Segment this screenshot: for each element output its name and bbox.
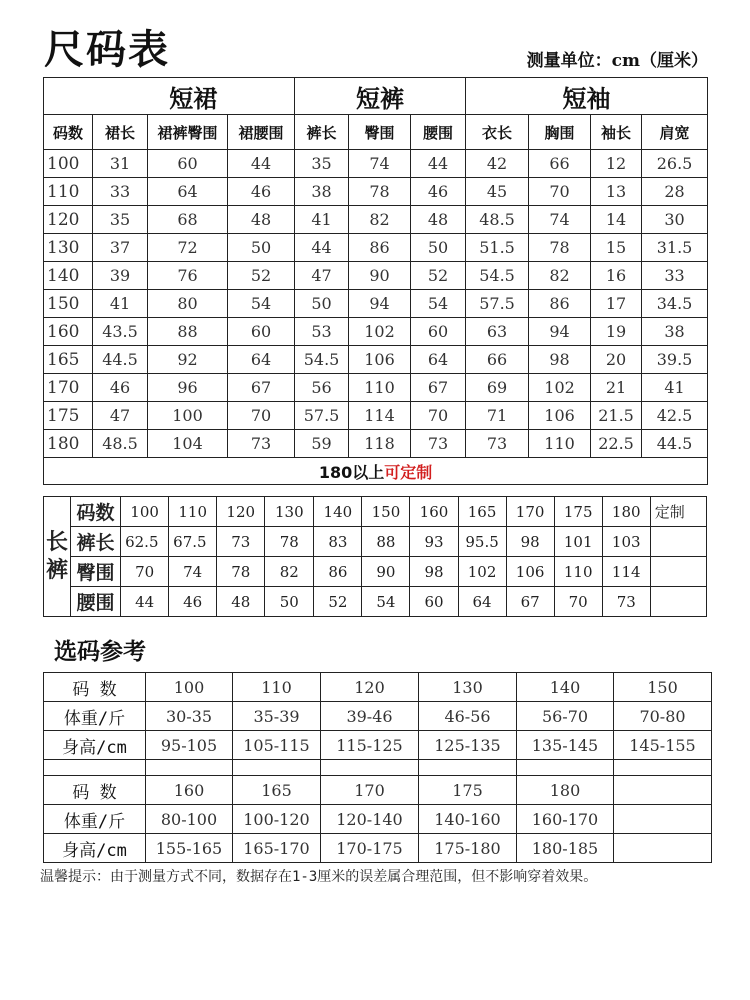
value-cell: 175-180 [419, 834, 517, 863]
value-cell: 165 [233, 776, 321, 805]
value-cell: 44 [228, 150, 295, 178]
value-cell: 70 [554, 587, 602, 617]
value-cell: 100 [121, 497, 169, 527]
value-cell: 44 [121, 587, 169, 617]
value-cell: 103 [602, 527, 650, 557]
value-cell: 90 [362, 557, 410, 587]
group-header: 短裤 [295, 78, 466, 115]
value-cell: 118 [349, 430, 411, 458]
reference-title: 选码参考 [54, 639, 146, 665]
table-row [44, 805, 712, 834]
value-cell: 42.5 [642, 402, 708, 430]
page-title: 尺码表 [44, 27, 170, 73]
value-cell: 39.5 [642, 346, 708, 374]
value-cell: 140 [314, 497, 362, 527]
value-cell: 64 [411, 346, 466, 374]
value-cell: 54 [362, 587, 410, 617]
value-cell: 130 [265, 497, 314, 527]
value-cell: 57.5 [466, 290, 529, 318]
value-cell: 33 [642, 262, 708, 290]
column-header: 裙腰围 [228, 115, 295, 150]
group-corner-cell [44, 78, 93, 115]
pants-side-char: 裤 [46, 557, 69, 583]
value-cell: 98 [506, 527, 554, 557]
reference-table [43, 672, 712, 863]
value-cell: 160-170 [517, 805, 614, 834]
size-table [43, 77, 708, 485]
value-cell: 98 [529, 346, 591, 374]
row-label: 裤长 [71, 527, 121, 557]
row-label: 体重/斤 [44, 805, 146, 834]
value-cell: 35-39 [233, 702, 321, 731]
value-cell: 92 [148, 346, 228, 374]
table-row [44, 262, 708, 290]
value-cell: 33 [93, 178, 148, 206]
table-row [44, 346, 708, 374]
value-cell [614, 805, 712, 834]
value-cell: 67.5 [169, 527, 217, 557]
value-cell: 63 [466, 318, 529, 346]
value-cell [650, 587, 706, 617]
value-cell: 125-135 [419, 731, 517, 760]
value-cell: 21.5 [591, 402, 642, 430]
value-cell: 74 [529, 206, 591, 234]
value-cell: 48 [411, 206, 466, 234]
value-cell: 60 [148, 150, 228, 178]
value-cell: 73 [466, 430, 529, 458]
value-cell: 110 [529, 430, 591, 458]
spacer-cell [233, 760, 321, 776]
value-cell: 106 [529, 402, 591, 430]
value-cell: 35 [295, 150, 349, 178]
value-cell: 47 [295, 262, 349, 290]
value-cell: 78 [529, 234, 591, 262]
spacer-cell [517, 760, 614, 776]
value-cell: 52 [314, 587, 362, 617]
value-cell: 48.5 [466, 206, 529, 234]
table-row [44, 731, 712, 760]
value-cell: 28 [642, 178, 708, 206]
value-cell: 76 [148, 262, 228, 290]
value-cell: 46 [93, 374, 148, 402]
value-cell: 165-170 [233, 834, 321, 863]
value-cell: 94 [349, 290, 411, 318]
table-row [44, 374, 708, 402]
value-cell: 102 [349, 318, 411, 346]
value-cell: 21 [591, 374, 642, 402]
row-label: 码 数 [44, 673, 146, 702]
column-header: 袖长 [591, 115, 642, 150]
table-row [44, 430, 708, 458]
value-cell: 50 [265, 587, 314, 617]
column-header: 裙长 [93, 115, 148, 150]
value-cell: 66 [466, 346, 529, 374]
table-row [44, 178, 708, 206]
value-cell: 78 [265, 527, 314, 557]
spacer-cell [614, 760, 712, 776]
value-cell: 52 [411, 262, 466, 290]
value-cell: 73 [411, 430, 466, 458]
column-header: 臀围 [349, 115, 411, 150]
value-cell: 64 [148, 178, 228, 206]
value-cell: 12 [591, 150, 642, 178]
size-cell: 180 [44, 430, 93, 458]
value-cell: 110 [169, 497, 217, 527]
value-cell: 82 [529, 262, 591, 290]
value-cell: 35 [93, 206, 148, 234]
value-cell: 104 [148, 430, 228, 458]
value-cell: 82 [349, 206, 411, 234]
spacer-row [44, 760, 712, 776]
value-cell: 16 [591, 262, 642, 290]
custom-note-cell [44, 458, 708, 485]
value-cell: 95-105 [146, 731, 233, 760]
value-cell: 31 [93, 150, 148, 178]
value-cell: 46-56 [419, 702, 517, 731]
value-cell: 130 [419, 673, 517, 702]
value-cell: 90 [349, 262, 411, 290]
table-row [44, 673, 712, 702]
group-header-row [44, 78, 708, 115]
value-cell: 44 [411, 150, 466, 178]
unit-label: 测量单位：cm（厘米） [526, 51, 708, 71]
value-cell: 110 [233, 673, 321, 702]
size-cell: 100 [44, 150, 93, 178]
value-cell: 114 [349, 402, 411, 430]
value-cell: 74 [349, 150, 411, 178]
size-cell: 150 [44, 290, 93, 318]
table-row [44, 497, 707, 527]
value-cell: 140 [517, 673, 614, 702]
value-cell: 101 [554, 527, 602, 557]
row-label: 体重/斤 [44, 702, 146, 731]
pants-side-label [44, 497, 71, 617]
group-header: 短裙 [93, 78, 295, 115]
value-cell: 31.5 [642, 234, 708, 262]
value-cell: 70-80 [614, 702, 712, 731]
value-cell: 155-165 [146, 834, 233, 863]
row-label: 臀围 [71, 557, 121, 587]
column-header-row [44, 115, 708, 150]
value-cell: 60 [411, 318, 466, 346]
value-cell: 115-125 [321, 731, 419, 760]
value-cell: 50 [228, 234, 295, 262]
value-cell: 39 [93, 262, 148, 290]
row-label: 码 数 [44, 776, 146, 805]
value-cell: 86 [529, 290, 591, 318]
value-cell: 67 [228, 374, 295, 402]
value-cell: 135-145 [517, 731, 614, 760]
value-cell [650, 557, 706, 587]
value-cell: 140-160 [419, 805, 517, 834]
value-cell: 150 [362, 497, 410, 527]
value-cell: 73 [228, 430, 295, 458]
value-cell: 56-70 [517, 702, 614, 731]
value-cell: 30 [642, 206, 708, 234]
value-cell: 38 [295, 178, 349, 206]
value-cell: 94 [529, 318, 591, 346]
value-cell: 45 [466, 178, 529, 206]
value-cell: 38 [642, 318, 708, 346]
value-cell: 53 [295, 318, 349, 346]
spacer-cell [321, 760, 419, 776]
value-cell: 150 [614, 673, 712, 702]
pants-side-char: 长 [46, 529, 69, 555]
table-row [44, 702, 712, 731]
value-cell: 160 [146, 776, 233, 805]
value-cell: 80 [148, 290, 228, 318]
size-cell: 140 [44, 262, 93, 290]
value-cell: 46 [411, 178, 466, 206]
value-cell: 88 [148, 318, 228, 346]
value-cell: 26.5 [642, 150, 708, 178]
value-cell: 67 [411, 374, 466, 402]
value-cell: 175 [419, 776, 517, 805]
value-cell: 13 [591, 178, 642, 206]
custom-note-prefix: 180以上 [318, 462, 385, 482]
value-cell: 102 [529, 374, 591, 402]
size-cell: 120 [44, 206, 93, 234]
value-cell: 165 [458, 497, 506, 527]
value-cell: 70 [121, 557, 169, 587]
value-cell: 54 [228, 290, 295, 318]
value-cell: 60 [228, 318, 295, 346]
value-cell: 100 [148, 402, 228, 430]
value-cell: 46 [169, 587, 217, 617]
row-label: 腰围 [71, 587, 121, 617]
value-cell: 64 [228, 346, 295, 374]
value-cell: 64 [458, 587, 506, 617]
size-cell: 165 [44, 346, 93, 374]
table-row [44, 206, 708, 234]
value-cell: 57.5 [295, 402, 349, 430]
value-cell: 86 [314, 557, 362, 587]
value-cell: 120 [217, 497, 265, 527]
value-cell: 39-46 [321, 702, 419, 731]
value-cell: 82 [265, 557, 314, 587]
value-cell: 41 [93, 290, 148, 318]
value-cell: 60 [410, 587, 458, 617]
value-cell: 175 [554, 497, 602, 527]
value-cell: 114 [602, 557, 650, 587]
value-cell: 70 [411, 402, 466, 430]
value-cell: 15 [591, 234, 642, 262]
value-cell: 46 [228, 178, 295, 206]
value-cell: 120 [321, 673, 419, 702]
row-label: 身高/cm [44, 731, 146, 760]
value-cell: 52 [228, 262, 295, 290]
column-header: 胸围 [529, 115, 591, 150]
value-cell [614, 834, 712, 863]
group-header: 短袖 [466, 78, 708, 115]
value-cell: 180 [602, 497, 650, 527]
value-cell [614, 776, 712, 805]
size-cell: 110 [44, 178, 93, 206]
value-cell [650, 527, 706, 557]
value-cell: 48 [228, 206, 295, 234]
value-cell: 83 [314, 527, 362, 557]
value-cell: 50 [411, 234, 466, 262]
value-cell: 80-100 [146, 805, 233, 834]
value-cell: 106 [506, 557, 554, 587]
spacer-cell [44, 760, 146, 776]
table-row [44, 318, 708, 346]
value-cell: 88 [362, 527, 410, 557]
table-row [44, 527, 707, 557]
value-cell: 73 [602, 587, 650, 617]
value-cell: 14 [591, 206, 642, 234]
value-cell: 69 [466, 374, 529, 402]
value-cell: 98 [410, 557, 458, 587]
value-cell: 96 [148, 374, 228, 402]
value-cell: 定制 [650, 497, 706, 527]
value-cell: 41 [642, 374, 708, 402]
spacer-cell [419, 760, 517, 776]
value-cell: 42 [466, 150, 529, 178]
value-cell: 54 [411, 290, 466, 318]
value-cell: 100 [146, 673, 233, 702]
value-cell: 170-175 [321, 834, 419, 863]
column-header: 码数 [44, 115, 93, 150]
size-cell: 175 [44, 402, 93, 430]
custom-note-highlight: 可定制 [384, 462, 433, 482]
tip-note: 温馨提示：由于测量方式不同，数据存在1-3厘米的误差属合理范围，但不影响穿着效果。 [40, 869, 598, 885]
size-cell: 170 [44, 374, 93, 402]
value-cell: 102 [458, 557, 506, 587]
value-cell: 105-115 [233, 731, 321, 760]
value-cell: 66 [529, 150, 591, 178]
value-cell: 70 [228, 402, 295, 430]
table-row [44, 587, 707, 617]
value-cell: 62.5 [121, 527, 169, 557]
value-cell: 106 [349, 346, 411, 374]
footer-row [44, 458, 708, 485]
value-cell: 110 [554, 557, 602, 587]
value-cell: 44.5 [642, 430, 708, 458]
column-header: 裙裤臀围 [148, 115, 228, 150]
value-cell: 73 [217, 527, 265, 557]
spacer-cell [146, 760, 233, 776]
value-cell: 54.5 [295, 346, 349, 374]
value-cell: 70 [529, 178, 591, 206]
value-cell: 86 [349, 234, 411, 262]
value-cell: 160 [410, 497, 458, 527]
table-row [44, 834, 712, 863]
value-cell: 145-155 [614, 731, 712, 760]
value-cell: 54.5 [466, 262, 529, 290]
value-cell: 47 [93, 402, 148, 430]
table-row [44, 402, 708, 430]
value-cell: 78 [217, 557, 265, 587]
column-header: 腰围 [411, 115, 466, 150]
value-cell: 78 [349, 178, 411, 206]
column-header: 衣长 [466, 115, 529, 150]
value-cell: 20 [591, 346, 642, 374]
column-header: 肩宽 [642, 115, 708, 150]
value-cell: 44.5 [93, 346, 148, 374]
value-cell: 41 [295, 206, 349, 234]
value-cell: 50 [295, 290, 349, 318]
value-cell: 95.5 [458, 527, 506, 557]
table-row [44, 290, 708, 318]
size-cell: 130 [44, 234, 93, 262]
value-cell: 19 [591, 318, 642, 346]
value-cell: 34.5 [642, 290, 708, 318]
value-cell: 180-185 [517, 834, 614, 863]
value-cell: 56 [295, 374, 349, 402]
row-label: 身高/cm [44, 834, 146, 863]
value-cell: 93 [410, 527, 458, 557]
value-cell: 120-140 [321, 805, 419, 834]
row-label: 码数 [71, 497, 121, 527]
value-cell: 43.5 [93, 318, 148, 346]
value-cell: 48.5 [93, 430, 148, 458]
value-cell: 100-120 [233, 805, 321, 834]
value-cell: 67 [506, 587, 554, 617]
pants-table [43, 496, 707, 617]
value-cell: 72 [148, 234, 228, 262]
value-cell: 68 [148, 206, 228, 234]
value-cell: 17 [591, 290, 642, 318]
size-cell: 160 [44, 318, 93, 346]
column-header: 裤长 [295, 115, 349, 150]
value-cell: 110 [349, 374, 411, 402]
value-cell: 170 [506, 497, 554, 527]
table-row [44, 234, 708, 262]
value-cell: 44 [295, 234, 349, 262]
table-row [44, 150, 708, 178]
value-cell: 30-35 [146, 702, 233, 731]
value-cell: 48 [217, 587, 265, 617]
value-cell: 37 [93, 234, 148, 262]
value-cell: 71 [466, 402, 529, 430]
table-row [44, 776, 712, 805]
table-row [44, 557, 707, 587]
value-cell: 74 [169, 557, 217, 587]
value-cell: 51.5 [466, 234, 529, 262]
value-cell: 22.5 [591, 430, 642, 458]
value-cell: 59 [295, 430, 349, 458]
value-cell: 170 [321, 776, 419, 805]
value-cell: 180 [517, 776, 614, 805]
